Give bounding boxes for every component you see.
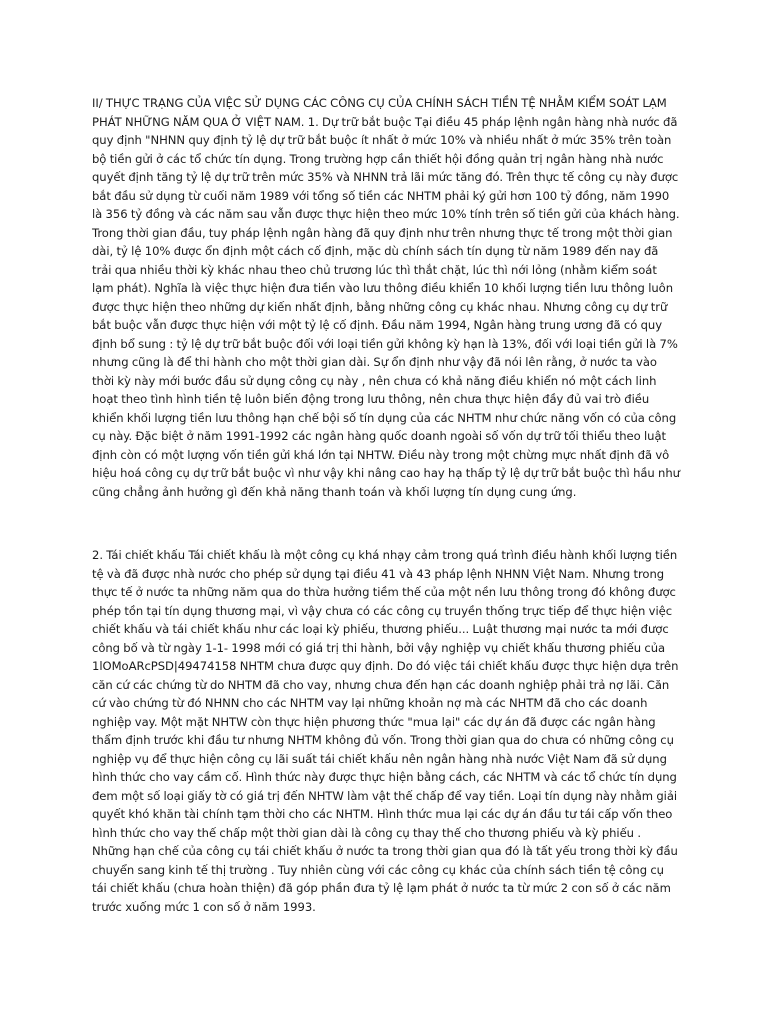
section-2-paragraph: 2. Tái chiết khấu Tái chiết khấu là một công cụ khá nhạy cảm trong quá trình điều hành khối lượng tiền tệ và đã được nhà nước cho phép sử dụng tại điều 41 và 43 pháp lệnh NHNN Việt Nam. Nhưng trong thực tế ở nước ta những năm qua do thừa hưởng tiềm thế của một nền lưu thông trong đó không được phép tồn tại tín dụng thương mại, vì vậy chưa có các công cụ truyền thống trực tiếp để thực hiện việc chiết khấu và tái chiết khấu như các loại kỳ phiếu, thương phiếu... Luật thương mại nước ta mới được công bố và từ ngày 1-1- 1998 mới có giá trị thi hành, bởi vậy nghiệp vụ chiết khấu thương phiếu của 1lOMoARcPSD|49474158 NHTM chưa được quy định. Do đó việc tái chiết khấu được thực hiện dựa trên căn cứ các chứng từ do NHTM đã cho vay, nhưng chưa đến hạn các doanh nghiệp phải trả nợ lãi. Căn cứ vào chứng từ đó NHNN cho các NHTM vay lại những khoản nợ mà các NHTM đã cho các doanh nghiệp vay. Một mặt NHTW còn thực hiện phương thức "mua lại" các dự án đã được các ngân hàng thẩm định trước khi đầu tư nhưng NHTM không đủ vốn. Trong thời gian qua do chưa có những công cụ nghiệp vụ để thực hiện công cụ lãi suất tái chiết khấu nên ngân hàng nhà nước Việt Nam đã sử dụng hình thức cho vay cầm cố. Hình thức này được thực hiện bằng cách, các NHTM và các tổ chức tín dụng đem một số loại giấy tờ có giá trị đến NHTW làm vật thế chấp để vay tiền. Loại tín dụng này nhằm giải quyết khó khăn tài chính tạm thời cho các NHTM. Hình thức mua lại các dự án đầu tư tái cấp vốn theo hình thức cho vay thế chấp một thời gian dài là công cụ thay thế cho thương phiếu và kỳ phiếu . Những hạn chế của công cụ tái chiết khấu ở nước ta trong thời gian qua đó là tất yếu trong thời kỳ đầu chuyển sang kinh tế thị trường . Tuy nhiên cùng với các công cụ khác của chính sách tiền tệ công cụ tái chiết khấu (chưa hoàn thiện) đã góp phần đưa tỷ lệ lạm phát ở nước ta từ mức 2 con số ở các năm trước xuống mức 1 con số ở năm 1993. — [92, 548, 679, 914]
section-1-paragraph: II/ THỰC TRẠNG CỦA VIỆC SỬ DỤNG CÁC CÔNG CỤ CỦA CHÍNH SÁCH TIỀN TỆ NHẰM KIỂM SOÁT LẠM PHÁT NHỮNG NĂM QUA Ở VIỆT NAM. 1. Dự trữ bắt buộc Tại điều 45 pháp lệnh ngân hàng nhà nước đã quy định "NHNN quy định tỷ lệ dự trữ bắt buộc ít nhất ở mức 10% và nhiều nhất ở mức 35% trên toàn bộ tiền gửi ở các tổ chức tín dụng. Trong trường hợp cần thiết hội đồng quản trị ngân hàng nhà nước quyết định tăng tỷ lệ dự trữ trên mức 35% và NHNN trả lãi mức tăng đó. Trên thực tế công cụ này được bắt đầu sử dụng từ cuối năm 1989 với tổng số tiền các NHTM phải ký gửi hơn 100 tỷ đồng, năm 1990 là 356 tỷ đồng và các năm sau vẫn được thực hiện theo mức 10% tính trên số tiền gửi của khách hàng. Trong thời gian đầu, tuy pháp lệnh ngân hàng đã quy định như trên nhưng thực tế trong một thời gian dài, tỷ lệ 10% được ổn định một cách cố định, mặc dù chính sách tín dụng từ năm 1989 đến nay đã trải qua nhiều thời kỳ khác nhau theo chủ trương lúc thì thắt chặt, lúc thì nới lỏng (nhằm kiểm soát lạm phát). Nghĩa là việc thực hiện đưa tiền vào lưu thông điều khiển 10 khối lượng tiền lưu thông luôn được thực hiện theo những dự kiến nhất định, bằng những công cụ khác nhau. Nhưng công cụ dự trữ bắt buộc vẫn được thực hiện với một tỷ lệ cố định. Đầu năm 1994, Ngân hàng trung ương đã có quy định bổ sung : tỷ lệ dự trữ bắt buộc đối với loại tiền gửi không kỳ hạn là 13%, đối với loại tiền gửi là 7% nhưng cũng là để thi hành cho một thời gian dài. Sự ổn định như vậy đã nói lên rằng, ở nước ta vào thời kỳ này mới bước đầu sử dụng công cụ này , nên chưa có khả năng điều khiển nó một cách linh hoạt theo tình hình tiền tệ luôn biến động trong lưu thông, nên chưa thực hiện đầy đủ vai trò điều khiển khối lượng tiền lưu thông hạn chế bội số tín dụng của các NHTM như chức năng vốn có của công cụ này. Đặc biệt ở năm 1991-1992 các ngân hàng quốc doanh ngoài số vốn dự trữ tối thiểu theo luật định còn có một lượng vốn tiền gửi khá lớn tại NHTW. Điều này trong một chừng mực nhất định đã vô hiệu hoá công cụ dự trữ bắt buộc vì như vậy khi nâng cao hay hạ thấp tỷ lệ dự trữ bắt buộc thì hầu như cũng chẳng ảnh hưởng gì đến khả năng thanh toán và khối lượng tín dụng cung ứng. — [92, 96, 680, 499]
